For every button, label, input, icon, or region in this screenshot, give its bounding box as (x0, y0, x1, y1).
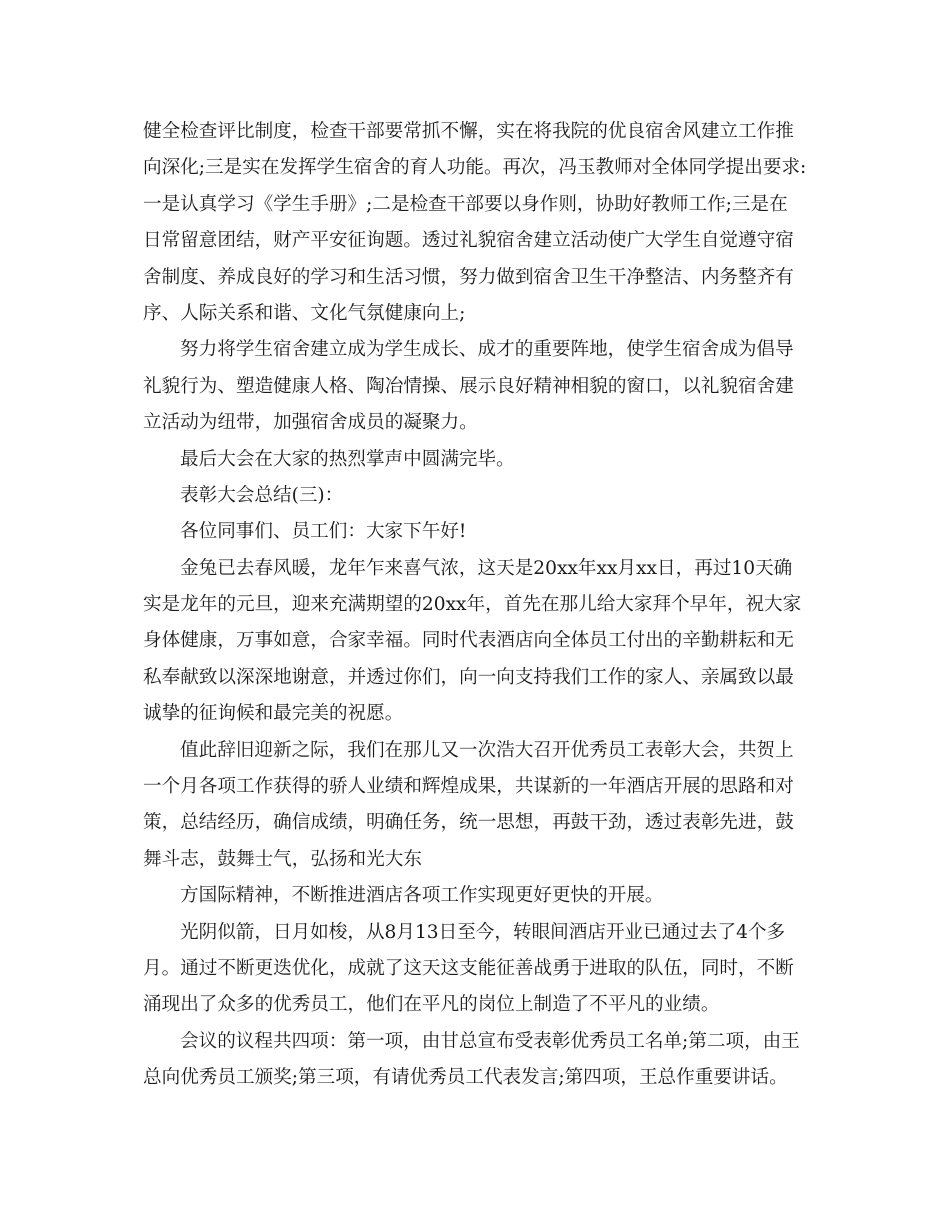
document-body (143, 114, 823, 1097)
text-line: 涌现出了众多的优秀员工，他们在平凡的岗位上制造了不平凡的业绩。 (143, 994, 720, 1016)
text-line: 总向优秀员工颁奖;第三项，有请优秀员工代表发言;第四项，王总作重要讲话。 (143, 1067, 788, 1089)
text-line: 舞斗志，鼓舞士气，弘扬和光大东 (143, 848, 422, 870)
text-line: 健全检查评比制度，检查干部要常抓不懈，实在将我院的优良宿舍风建立工作推 (143, 121, 794, 142)
text-line: 光阴似箭，日月如梭，从8月13日至今，转眼间酒店开业已通过去了4个多 (180, 921, 786, 943)
text-line: 立活动为纽带，加强宿舍成员的凝聚力。 (143, 412, 478, 434)
text-line: 方国际精神，不断推进酒店各项工作实现更好更快的开展。 (180, 885, 664, 907)
text-line: 日常留意团结，财产平安征询题。透过礼貌宿舍建立活动使广大学生自觉遵守宿 (143, 230, 794, 252)
text-line: 私奉献致以深深地谢意，并透过你们，向一向支持我们工作的家人、亲属致以最 (143, 666, 794, 688)
text-line: 一个月各项工作获得的骄人业绩和辉煌成果，共谋新的一年酒店开展的思路和对 (143, 776, 794, 798)
text-line: 表彰大会总结(三)： (180, 484, 344, 506)
text-line: 序、人际关系和谐、文化气氛健康向上; (143, 302, 466, 324)
text-line: 各位同事们、员工们：大家下午好! (180, 521, 467, 543)
text-line: 向深化;三是实在发挥学生宿舍的育人功能。再次，冯玉教师对全体同学提出要求: (143, 157, 807, 179)
text-line: 身体健康，万事如意，合家幸福。同时代表酒店向全体员工付出的辛勤耕耘和无 (143, 630, 794, 652)
text-line: 礼貌行为、塑造健康人格、陶冶情操、展示良好精神相貌的窗口，以礼貌宿舍建 (143, 375, 794, 397)
text-line: 努力将学生宿舍建立成为学生成长、成才的重要阵地，使学生宿舍成为倡导 (180, 339, 794, 361)
text-line: 舍制度、养成良好的学习和生活习惯，努力做到宿舍卫生干净整洁、内务整齐有 (143, 266, 794, 288)
text-line: 策，总结经历，确信成绩，明确任务，统一思想，再鼓干劲，透过表彰先进，鼓 (143, 812, 794, 834)
text-line: 月。通过不断更迭优化，成就了这天这支能征善战勇于进取的队伍，同时，不断 (143, 957, 794, 979)
text-line: 最后大会在大家的热烈掌声中圆满完毕。 (180, 448, 515, 470)
text-line: 值此辞旧迎新之际，我们在那儿又一次浩大召开优秀员工表彰大会，共贺上 (180, 739, 794, 761)
text-line: 金兔已去春风暖，龙年乍来喜气浓，这天是20xx年xx月xx日，再过10天确 (180, 557, 793, 579)
text-line: 会议的议程共四项：第一项，由甘总宣布受表彰优秀员工名单;第二项，由王 (180, 1030, 800, 1052)
text-line: 诚挚的征询候和最完美的祝愿。 (143, 703, 404, 725)
text-line: 实是龙年的元旦，迎来充满期望的20xx年，首先在那儿给大家拜个早年，祝大家 (143, 594, 802, 616)
text-line: 一是认真学习《学生手册》;二是检查干部要以身作则，协助好教师工作;三是在 (143, 193, 788, 215)
